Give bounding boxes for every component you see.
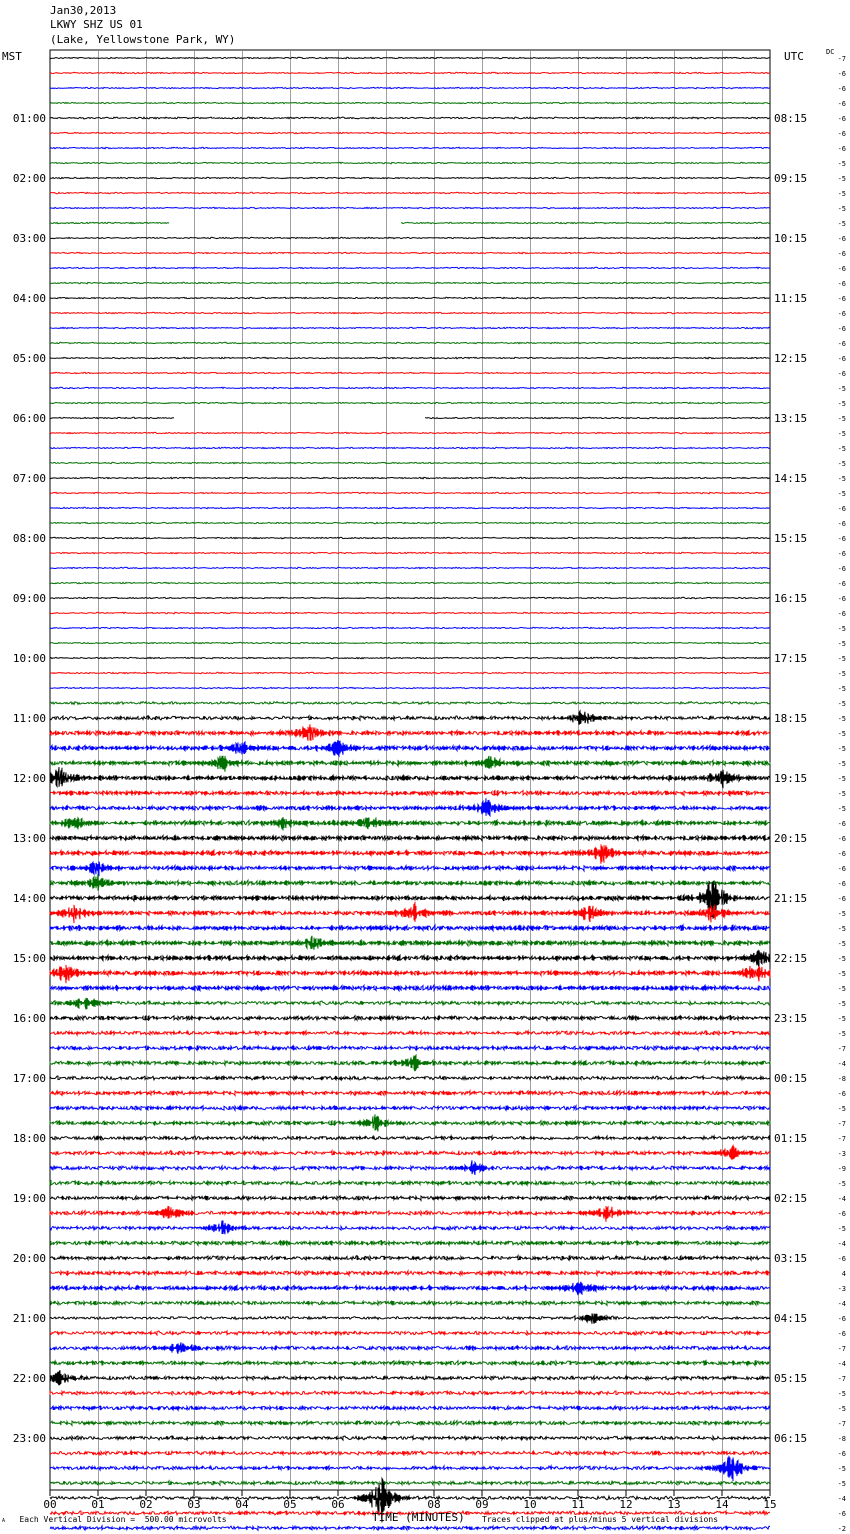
- trace-row: [50, 522, 770, 524]
- trace-row: [50, 672, 770, 673]
- right-hour-label: 09:15: [774, 172, 808, 185]
- trace-row: [50, 447, 770, 449]
- row-offset-label: -5: [837, 985, 846, 993]
- row-offset-label: -6: [837, 250, 846, 258]
- trace-row: [50, 1526, 770, 1530]
- seismic-traces: [50, 57, 770, 1534]
- trace-row: [50, 1160, 770, 1175]
- left-hour-label: 01:00: [12, 112, 46, 125]
- row-offset-label: -6: [837, 595, 846, 603]
- trace-row: [50, 432, 770, 434]
- right-timezone-label: UTC: [784, 50, 804, 63]
- trace-row: [50, 756, 770, 772]
- trace-row: [50, 477, 770, 479]
- row-offset-label: -5: [837, 745, 846, 753]
- row-offset-label: -6: [837, 370, 846, 378]
- trace-row: [50, 985, 770, 991]
- trace-row: [50, 1136, 770, 1140]
- x-axis: [43, 1490, 776, 1511]
- row-offset-label: -5: [837, 1405, 846, 1413]
- right-hour-label: 15:15: [774, 532, 808, 545]
- right-hour-label: 00:15: [774, 1072, 808, 1085]
- row-offset-label: -5: [837, 1480, 846, 1488]
- row-offset-label: -5: [837, 715, 846, 723]
- row-offset-label: -6: [837, 820, 846, 828]
- trace-row: [50, 417, 770, 419]
- trace-row: [50, 387, 770, 389]
- station-code: LKWY SHZ US 01: [50, 18, 143, 31]
- row-offset-label: -5: [837, 655, 846, 663]
- row-offset-label: -7: [837, 55, 846, 63]
- trace-row: [50, 372, 770, 374]
- row-offset-label: -5: [837, 1225, 846, 1233]
- row-offset-label: -5: [837, 685, 846, 693]
- right-hour-label: 21:15: [774, 892, 808, 905]
- trace-row: [50, 1031, 770, 1035]
- trace-row: [50, 1360, 770, 1365]
- trace-row: [50, 207, 770, 209]
- trace-row: [50, 862, 770, 877]
- row-offset-label: -6: [837, 865, 846, 873]
- trace-row: [50, 252, 770, 254]
- right-hour-label: 14:15: [774, 472, 808, 485]
- row-offset-label: -5: [837, 910, 846, 918]
- left-hour-label: 16:00: [12, 1012, 46, 1025]
- row-offset-label: -4: [837, 1240, 846, 1248]
- row-offset-label: -6: [837, 340, 846, 348]
- row-offset-label: -6: [837, 895, 846, 903]
- x-tick-label: 15: [763, 1498, 777, 1511]
- station-location: (Lake, Yellowstone Park, WY): [50, 33, 236, 46]
- left-hour-label: 06:00: [12, 412, 46, 425]
- row-offset-label: -5: [837, 385, 846, 393]
- row-offset-label: -6: [837, 1255, 846, 1263]
- trace-row: [50, 147, 770, 149]
- trace-row: [50, 312, 770, 314]
- trace-row: [50, 162, 770, 164]
- scale-note: [2, 1515, 227, 1524]
- x-tick-label: 04: [235, 1498, 249, 1511]
- trace-row: [50, 267, 770, 269]
- row-offset-label: -6: [837, 520, 846, 528]
- row-offset-label: -8: [837, 1435, 846, 1443]
- row-offset-label: -7: [837, 1345, 846, 1353]
- row-offset-label: -5: [837, 670, 846, 678]
- row-offset-label: -5: [837, 805, 846, 813]
- row-offset-label: -6: [837, 325, 846, 333]
- row-offset-label: -2: [837, 1525, 846, 1533]
- row-offset-label: -5: [837, 160, 846, 168]
- row-offset-labels: [833, 55, 846, 1534]
- trace-row: [50, 1114, 770, 1131]
- x-axis-title: TIME (MINUTES): [372, 1511, 465, 1524]
- left-hour-label: 10:00: [12, 652, 46, 665]
- row-offset-label: -7: [837, 1420, 846, 1428]
- row-offset-label: -5: [837, 790, 846, 798]
- row-offset-label: -5: [837, 1105, 846, 1113]
- row-offset-label: -6: [837, 145, 846, 153]
- trace-row: [50, 327, 770, 329]
- right-hour-label: 23:15: [774, 1012, 808, 1025]
- row-offset-label: -6: [837, 1450, 846, 1458]
- minute-gridlines: [50, 50, 770, 1490]
- row-offset-label: -5: [837, 430, 846, 438]
- right-hour-label: 11:15: [774, 292, 808, 305]
- row-offset-label: -5: [837, 1180, 846, 1188]
- trace-row: [50, 1342, 770, 1353]
- row-offset-label: -6: [837, 265, 846, 273]
- right-hour-label: 03:15: [774, 1252, 808, 1265]
- trace-row: [50, 1436, 770, 1440]
- row-offset-label: -6: [837, 355, 846, 363]
- trace-row: [50, 1206, 770, 1222]
- left-hour-label: 04:00: [12, 292, 46, 305]
- right-hour-label: 10:15: [774, 232, 808, 245]
- x-tick-label: 07: [379, 1498, 393, 1511]
- row-offset-label: -6: [837, 835, 846, 843]
- row-offset-label: -6: [837, 880, 846, 888]
- row-offset-label: -5: [837, 475, 846, 483]
- trace-row: [50, 552, 770, 554]
- plot-frame: [50, 50, 770, 1490]
- left-hour-label: 18:00: [12, 1132, 46, 1145]
- row-offset-label: -6: [837, 1210, 846, 1218]
- row-offset-label: -5: [837, 925, 846, 933]
- row-offset-label: -7: [837, 1045, 846, 1053]
- trace-row: [50, 1221, 770, 1235]
- x-tick-label: 05: [283, 1498, 297, 1511]
- left-timezone-label: MST: [2, 50, 22, 63]
- trace-row: [50, 222, 770, 224]
- row-offset-label: -5: [837, 730, 846, 738]
- x-tick-label: 06: [331, 1498, 345, 1511]
- row-offset-label: -6: [837, 580, 846, 588]
- trace-row: [50, 192, 770, 194]
- row-offset-label: -5: [837, 1015, 846, 1023]
- trace-row: [50, 874, 770, 891]
- trace-row: [50, 582, 770, 584]
- row-offset-label: -7: [837, 1135, 846, 1143]
- trace-row: [50, 237, 770, 239]
- trace-row: [50, 72, 770, 74]
- trace-row: [50, 1091, 770, 1096]
- row-offset-label: -5: [837, 760, 846, 768]
- left-hour-label: 07:00: [12, 472, 46, 485]
- trace-row: [50, 687, 770, 689]
- row-offset-label: -5: [837, 220, 846, 228]
- trace-row: [50, 1301, 770, 1306]
- left-hour-label: 23:00: [12, 1432, 46, 1445]
- trace-row: [50, 282, 770, 284]
- trace-row: [50, 597, 770, 599]
- trace-row: [50, 612, 770, 614]
- trace-row: [50, 1331, 770, 1335]
- dc-offset-label: DC: [826, 48, 835, 56]
- left-hour-label: 21:00: [12, 1312, 46, 1325]
- left-hour-label: 11:00: [12, 712, 46, 725]
- right-hour-label: 18:15: [774, 712, 808, 725]
- row-offset-label: -6: [837, 85, 846, 93]
- row-offset-label: -6: [837, 115, 846, 123]
- trace-row: [50, 507, 770, 509]
- x-tick-label: 10: [523, 1498, 537, 1511]
- trace-row: [50, 740, 770, 756]
- row-offset-label: -5: [837, 205, 846, 213]
- left-hour-label: 19:00: [12, 1192, 46, 1205]
- trace-row: [50, 1196, 770, 1201]
- x-tick-label: 08: [427, 1498, 441, 1511]
- row-offset-label: -6: [837, 1315, 846, 1323]
- trace-row: [50, 951, 770, 968]
- row-offset-label: -5: [837, 940, 846, 948]
- trace-row: [50, 102, 770, 104]
- right-hour-label: 22:15: [774, 952, 808, 965]
- row-offset-label: -6: [837, 70, 846, 78]
- row-offset-label: -3: [837, 1285, 846, 1293]
- left-hour-label: 02:00: [12, 172, 46, 185]
- row-offset-label: -5: [837, 400, 846, 408]
- trace-row: [50, 1391, 770, 1395]
- trace-row: [50, 835, 770, 841]
- x-tick-label: 02: [139, 1498, 153, 1511]
- trace-row: [50, 627, 770, 629]
- trace-row: [50, 767, 770, 788]
- trace-row: [50, 998, 770, 1010]
- row-offset-label: -4: [837, 1360, 846, 1368]
- trace-row: [50, 1241, 770, 1246]
- trace-row: [50, 844, 770, 863]
- trace-row: [50, 902, 770, 923]
- row-offset-label: -6: [837, 295, 846, 303]
- left-hour-label: 15:00: [12, 952, 46, 965]
- left-hour-label: 05:00: [12, 352, 46, 365]
- row-offset-label: -5: [837, 445, 846, 453]
- row-offset-label: -6: [837, 280, 846, 288]
- trace-row: [50, 1406, 770, 1411]
- trace-row: [50, 357, 770, 359]
- row-offset-label: -4: [837, 1300, 846, 1308]
- row-offset-label: -5: [837, 1390, 846, 1398]
- left-hour-label: 12:00: [12, 772, 46, 785]
- plot-date: Jan30,2013: [50, 4, 117, 17]
- x-tick-label: 13: [667, 1498, 681, 1511]
- row-offset-label: -5: [837, 970, 846, 978]
- trace-row: [50, 87, 770, 89]
- x-tick-label: 09: [475, 1498, 489, 1511]
- row-offset-label: -3: [837, 1150, 846, 1158]
- left-hour-label: 09:00: [12, 592, 46, 605]
- trace-row: [50, 177, 770, 178]
- row-offset-label: -5: [837, 175, 846, 183]
- row-offset-label: -6: [837, 100, 846, 108]
- x-tick-label: 11: [571, 1498, 585, 1511]
- trace-row: [50, 57, 770, 58]
- row-offset-label: -6: [837, 1330, 846, 1338]
- row-offset-label: -6: [837, 1510, 846, 1518]
- trace-row: [50, 1055, 770, 1071]
- row-offset-label: -6: [837, 535, 846, 543]
- x-tick-label: 14: [715, 1498, 729, 1511]
- row-offset-label: -4: [837, 1060, 846, 1068]
- right-hour-label: 02:15: [774, 1192, 808, 1205]
- row-offset-label: -6: [837, 1090, 846, 1098]
- row-offset-label: -5: [837, 415, 846, 423]
- row-offset-label: 4: [841, 1270, 846, 1278]
- trace-row: [50, 132, 770, 134]
- right-hour-label: 06:15: [774, 1432, 808, 1445]
- row-offset-label: -5: [837, 625, 846, 633]
- trace-row: [50, 657, 770, 659]
- trace-row: [50, 1016, 770, 1021]
- trace-row: [50, 1076, 770, 1080]
- trace-row: [50, 965, 770, 983]
- right-hour-label: 04:15: [774, 1312, 808, 1325]
- trace-row: [50, 1451, 770, 1455]
- left-hour-label: 14:00: [12, 892, 46, 905]
- row-offset-label: -4: [837, 1495, 846, 1503]
- trace-row: [50, 492, 770, 494]
- trace-row: [50, 1370, 770, 1385]
- left-hour-label: 08:00: [12, 532, 46, 545]
- trace-row: [50, 1282, 770, 1295]
- x-tick-label: 00: [43, 1498, 57, 1511]
- x-tick-label: 03: [187, 1498, 201, 1511]
- trace-row: [50, 297, 770, 299]
- left-hour-label: 17:00: [12, 1072, 46, 1085]
- right-hour-label: 08:15: [774, 112, 808, 125]
- left-hour-label: 22:00: [12, 1372, 46, 1385]
- row-offset-label: -5: [837, 1465, 846, 1473]
- row-offset-label: -7: [837, 1375, 846, 1383]
- right-hour-label: 16:15: [774, 592, 808, 605]
- row-offset-label: -8: [837, 1075, 846, 1083]
- trace-row: [50, 790, 770, 795]
- row-offset-label: -5: [837, 640, 846, 648]
- trace-row: [50, 1106, 770, 1111]
- row-offset-label: -9: [837, 1165, 846, 1173]
- row-offset-label: -6: [837, 130, 846, 138]
- trace-row: [50, 1256, 770, 1261]
- trace-row: [50, 936, 770, 950]
- corner-mark: A: [2, 1518, 6, 1524]
- trace-row: [50, 1456, 770, 1481]
- trace-row: [50, 642, 770, 644]
- row-offset-label: -5: [837, 700, 846, 708]
- scale-note-text: Each Vertical Division = 500.00 microvolts: [19, 1515, 227, 1524]
- trace-row: [50, 817, 770, 831]
- row-offset-label: -6: [837, 850, 846, 858]
- right-hour-label: 20:15: [774, 832, 808, 845]
- row-offset-label: -6: [837, 610, 846, 618]
- trace-row: [50, 1146, 770, 1160]
- left-hour-label: 03:00: [12, 232, 46, 245]
- x-tick-label: 01: [91, 1498, 105, 1511]
- row-offset-label: -6: [837, 550, 846, 558]
- trace-row: [50, 1313, 770, 1323]
- row-offset-label: -6: [837, 235, 846, 243]
- row-offset-label: -5: [837, 1030, 846, 1038]
- row-offset-label: -5: [837, 190, 846, 198]
- trace-row: [50, 462, 770, 464]
- trace-row: [50, 342, 770, 344]
- trace-row: [50, 537, 770, 539]
- trace-row: [50, 798, 770, 816]
- row-offset-label: -6: [837, 310, 846, 318]
- row-offset-label: -7: [837, 1120, 846, 1128]
- trace-row: [50, 702, 770, 705]
- trace-row: [50, 402, 770, 404]
- trace-row: [50, 1421, 770, 1426]
- row-offset-label: -6: [837, 505, 846, 513]
- row-offset-label: -6: [837, 565, 846, 573]
- right-hour-label: 17:15: [774, 652, 808, 665]
- trace-row: [50, 1181, 770, 1186]
- row-offset-label: -5: [837, 1000, 846, 1008]
- left-hour-label: 20:00: [12, 1252, 46, 1265]
- trace-row: [50, 711, 770, 725]
- trace-row: [50, 117, 770, 119]
- trace-row: [50, 1271, 770, 1276]
- row-offset-label: -5: [837, 490, 846, 498]
- trace-row: [50, 925, 770, 931]
- right-hour-label: 19:15: [774, 772, 808, 785]
- row-offset-label: -5: [837, 775, 846, 783]
- right-hour-label: 05:15: [774, 1372, 808, 1385]
- clip-note: Traces clipped at plus/minus 5 vertical divisions: [482, 1515, 719, 1524]
- left-hour-label: 13:00: [12, 832, 46, 845]
- right-hour-label: 12:15: [774, 352, 808, 365]
- trace-row: [50, 1481, 770, 1485]
- row-offset-label: -5: [837, 955, 846, 963]
- trace-row: [50, 567, 770, 569]
- row-offset-label: -5: [837, 460, 846, 468]
- trace-row: [50, 1046, 770, 1051]
- right-hour-label: 01:15: [774, 1132, 808, 1145]
- x-tick-label: 12: [619, 1498, 633, 1511]
- row-offset-label: -4: [837, 1195, 846, 1203]
- trace-row: [50, 724, 770, 740]
- right-hour-label: 13:15: [774, 412, 808, 425]
